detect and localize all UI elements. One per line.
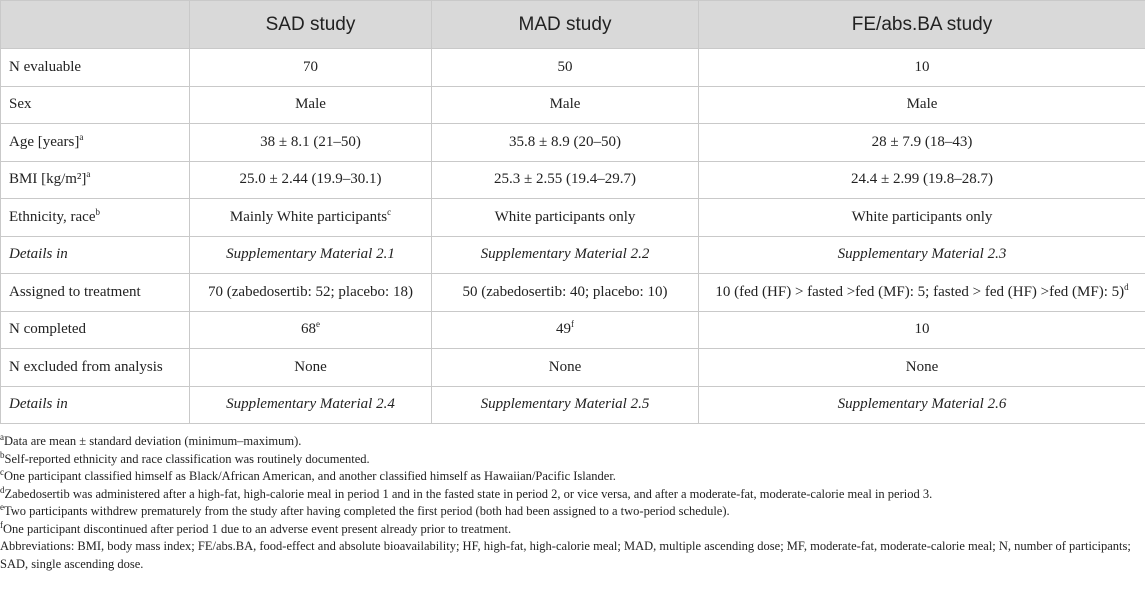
cell-value: None <box>905 358 939 375</box>
footnote <box>0 521 1145 539</box>
abbreviations-note: Abbreviations: BMI, body mass index; FE/abs.BA, food-effect and absolute bioavailability; HF, high-fat, high-calorie meal; MAD, multiple ascending dose; MF, moderate-fat, moderate-calorie meal; N, number of participants; SAD, single ascending dose. <box>0 539 1131 571</box>
cell-value: Supplementary Material 2.3 <box>837 246 1007 263</box>
footnote-text: Data are mean ± standard deviation (minimum–maximum). <box>4 434 302 448</box>
footnote-text: One participant discontinued after period 1 due to an adverse event present already prior to treatment. <box>3 521 512 536</box>
table-cell <box>699 349 1145 387</box>
cell-value: Supplementary Material 2.2 <box>480 246 650 263</box>
table-cell <box>190 199 432 237</box>
row-label: Details in <box>9 396 68 413</box>
footnote <box>0 503 1145 521</box>
footnote-text: Two participants withdrew prematurely from the study after having completed the first period (both had been assigned to a two-period schedule). <box>4 504 730 518</box>
row-label: Sex <box>9 96 32 113</box>
row-label: BMI [kg/m²] <box>9 171 87 188</box>
table-cell <box>190 386 432 424</box>
footnote-marker: e <box>316 319 320 330</box>
footnote-marker: f <box>0 519 3 530</box>
footnote-marker: a <box>79 131 84 142</box>
footnote-marker: d <box>0 484 5 495</box>
cell-value: White participants only <box>494 208 636 225</box>
cell-value: 10 <box>914 321 930 338</box>
table-cell <box>699 86 1145 124</box>
footnote-text: One participant classified himself as Black/African American, and another classified himself as Hawaiian/Pacific Islander. <box>4 469 616 483</box>
row-label: N excluded from analysis <box>9 358 163 375</box>
row-label-cell <box>1 49 190 87</box>
cell-value: 10 (fed (HF) > fasted >fed (MF): 5; fasted > fed (HF) >fed (MF): 5) <box>715 283 1125 300</box>
cell-value: 50 <box>557 58 573 75</box>
footnote-text: Zabedosertib was administered after a high-fat, high-calorie meal in period 1 and in the fasted state in period 2, or vice versa, and after a moderate-fat, moderate-calorie meal in period 3. <box>4 486 933 501</box>
table-cell <box>432 236 699 274</box>
row-label-cell <box>1 124 190 162</box>
table-cell <box>432 386 699 424</box>
cell-value: 25.3 ± 2.55 (19.4–29.7) <box>494 171 636 188</box>
table-cell <box>699 124 1145 162</box>
cell-value: 70 <box>303 58 318 75</box>
cell-value: 70 (zabedosertib: 52; placebo: 18) <box>208 283 413 300</box>
footnote <box>0 468 1145 486</box>
row-label: Ethnicity, race <box>9 208 96 225</box>
table-cell <box>699 274 1145 312</box>
table-row <box>1 349 1145 387</box>
footnote-marker: a <box>0 431 4 442</box>
table-cell <box>432 311 699 349</box>
row-label-cell <box>1 86 190 124</box>
cell-value: None <box>548 358 582 375</box>
row-label: N evaluable <box>9 58 82 75</box>
row-label: Assigned to treatment <box>9 283 141 300</box>
row-label: Details in <box>9 246 68 263</box>
footnote-marker: c <box>0 466 4 477</box>
table-cell <box>432 161 699 199</box>
table-cell <box>190 124 432 162</box>
footnote-marker: d <box>1124 281 1129 292</box>
cell-value: 35.8 ± 8.9 (20–50) <box>509 133 621 150</box>
cell-value: Mainly White participants <box>229 208 388 225</box>
header-cell-sad: SAD study <box>190 1 432 49</box>
footnote-marker: b <box>95 206 100 217</box>
row-label-cell <box>1 161 190 199</box>
table-cell <box>432 274 699 312</box>
table-row <box>1 124 1145 162</box>
cell-value: None <box>294 358 327 375</box>
table-footnotes <box>0 424 1145 573</box>
cell-value: 25.0 ± 2.44 (19.9–30.1) <box>239 171 382 188</box>
table-cell <box>190 349 432 387</box>
row-label: Age [years] <box>9 133 80 150</box>
cell-value: 28 ± 7.9 (18–43) <box>871 133 973 150</box>
footnote-marker: f <box>571 319 574 330</box>
table-cell <box>190 311 432 349</box>
row-label-cell <box>1 349 190 387</box>
footnote <box>0 433 1145 451</box>
table-cell <box>190 86 432 124</box>
table-cell <box>699 311 1145 349</box>
table-row <box>1 236 1145 274</box>
table-cell <box>190 161 432 199</box>
cell-value: Supplementary Material 2.5 <box>480 396 650 413</box>
row-label-cell <box>1 199 190 237</box>
table-row <box>1 161 1145 199</box>
table-cell <box>190 49 432 87</box>
table-cell <box>699 161 1145 199</box>
table-cell <box>432 199 699 237</box>
table-cell <box>190 236 432 274</box>
table-cell <box>699 49 1145 87</box>
row-label: N completed <box>9 321 87 338</box>
footnote <box>0 486 1145 504</box>
row-label-cell <box>1 274 190 312</box>
cell-value: Male <box>906 96 938 113</box>
cell-value: 10 <box>914 58 930 75</box>
row-label-cell <box>1 386 190 424</box>
cell-value: 49 <box>556 321 571 338</box>
cell-value: Male <box>295 96 326 113</box>
footnote-text: Self-reported ethnicity and race classification was routinely documented. <box>4 451 370 466</box>
table-body <box>1 49 1145 424</box>
footnote-marker: e <box>0 501 4 512</box>
table-row <box>1 49 1145 87</box>
table-cell <box>699 236 1145 274</box>
row-label-cell <box>1 311 190 349</box>
cell-value: Male <box>549 96 581 113</box>
cell-value: 50 (zabedosertib: 40; placebo: 10) <box>462 283 668 300</box>
cell-value: 68 <box>301 321 316 338</box>
table-header-row <box>1 1 1145 49</box>
cell-value: 24.4 ± 2.99 (19.8–28.7) <box>851 171 993 188</box>
header-cell-mad: MAD study <box>432 1 699 49</box>
table-row <box>1 86 1145 124</box>
cell-value: Supplementary Material 2.1 <box>226 246 395 263</box>
cell-value: Supplementary Material 2.4 <box>226 396 395 413</box>
row-label-cell <box>1 236 190 274</box>
table-cell <box>699 199 1145 237</box>
table-cell <box>432 349 699 387</box>
table-cell <box>190 274 432 312</box>
table-cell <box>699 386 1145 424</box>
table-row <box>1 311 1145 349</box>
header-cell-empty <box>1 1 190 49</box>
footnote-list <box>0 433 1145 538</box>
table-row <box>1 274 1145 312</box>
footnote <box>0 451 1145 469</box>
table-row <box>1 386 1145 424</box>
footnote-marker: b <box>0 449 5 460</box>
header-cell-fe-abs-ba: FE/abs.BA study <box>699 1 1145 49</box>
table-cell <box>432 124 699 162</box>
table-cell <box>432 49 699 87</box>
cell-value: White participants only <box>851 208 993 225</box>
cell-value: Supplementary Material 2.6 <box>837 396 1007 413</box>
cell-value: 38 ± 8.1 (21–50) <box>260 133 361 150</box>
table-row <box>1 199 1145 237</box>
footnote-marker: a <box>86 169 91 180</box>
footnote-marker: c <box>387 206 392 217</box>
table-cell <box>432 86 699 124</box>
